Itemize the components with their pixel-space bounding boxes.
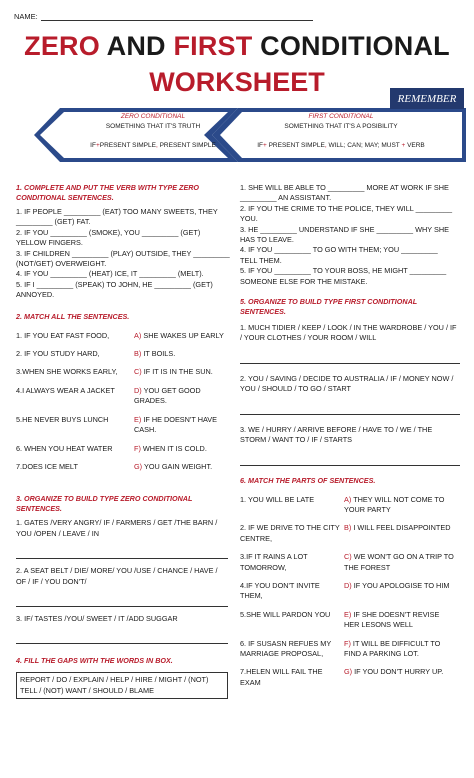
first-formula-part3: VERB — [405, 142, 425, 149]
section1-line: (NOT/GET) OVERWEIGHT. — [16, 259, 107, 269]
section6-right-text: IF SHE DOESN'T REVISE HER LESONS WELL — [344, 609, 440, 630]
zero-formula-plus: + — [95, 142, 100, 149]
section5-item: 2. YOU / SAVING / DECIDE TO AUSTRALIA / IF / MONEY NOW / YOU / SHOULD / TO GO / START — [240, 373, 454, 394]
section1-line: _________ (GET) FAT. — [16, 217, 91, 227]
section2-left: 2. IF YOU STUDY HARD, — [16, 349, 100, 359]
section6-right — [344, 610, 456, 631]
section6-left: 3.IF IT RAINS A LOT TOMORROW, — [240, 552, 308, 572]
section1-line: 4. IF YOU _________ (HEAT) ICE, IT _________ (MELT). — [16, 269, 204, 279]
section5-item: 1. MUCH TIDIER / KEEP / LOOK / IN THE WARDROBE / YOU / IF / YOUR CLOTHES / YOUR ROOM / WILL — [240, 323, 457, 343]
section6-right — [344, 552, 456, 573]
answer-line[interactable] — [240, 354, 460, 364]
section1-line: 2. IF YOU _________ (SMOKE), YOU _________ (GET) — [16, 227, 201, 237]
section3-item: 1. GATES /VERY ANGRY/ IF / FARMERS / GET /THE BARN / YOU /OPEN / LEAVE / IN — [16, 518, 218, 538]
section6-left: 1. YOU WILL BE LATE — [240, 494, 315, 504]
section2-right — [134, 415, 228, 436]
section6-right — [344, 581, 456, 602]
first-formula — [246, 141, 436, 151]
right-column — [240, 183, 460, 688]
section1-line: 3. IF CHILDREN _________ (PLAY) OUTSIDE, THEY _________ — [16, 248, 230, 258]
section4-lines — [240, 183, 460, 287]
section1-line: YELLOW FINGERS. — [16, 238, 83, 248]
section6-right-text: IF YOU DON'T HURRY UP. — [352, 667, 444, 677]
section1-lines — [16, 207, 228, 301]
section6-left: 2. IF WE DRIVE TO THE CITY CENTRE, — [240, 523, 340, 543]
section2-right — [134, 367, 228, 377]
section2-letter: A) — [134, 330, 142, 340]
first-formula-plus: + — [262, 142, 267, 149]
name-label: NAME: — [14, 12, 38, 21]
section4-line: _________ AN ASSISTANT. — [240, 193, 332, 203]
section2-match — [16, 331, 228, 473]
section6-right-text: I WILL FEEL DISAPPOINTED — [351, 523, 451, 533]
section1-line: ANNOYED. — [16, 290, 55, 300]
section2-left: 4.I ALWAYS WEAR A JACKET — [16, 385, 115, 395]
section2-right-text: WHEN IT IS COLD. — [140, 443, 207, 453]
answer-line[interactable] — [16, 549, 228, 559]
section5-heading: 5. ORGANIZE TO BUILD TYPE FIRST CONDITIONAL SENTENCES. — [240, 297, 418, 317]
section3-item: 2. A SEAT BELT / DIE/ MORE/ YOU /USE / CHANCE / HAVE / OF / IF / YOU DON'T/ — [16, 566, 218, 586]
section1-line: 1. IF PEOPLE _________ (EAT) TOO MANY SWEETS, THEY — [16, 207, 218, 216]
word-box: REPORT / DO / EXPLAIN / HELP / HIRE / MIGHT / (NOT) TELL / (NOT) WANT / SHOULD / BLAME — [16, 672, 228, 699]
section6-right — [344, 639, 456, 660]
first-formula-part2: WILL; CAN; MAY; MUST — [326, 142, 402, 149]
section2-letter: C) — [134, 367, 142, 377]
section6-right — [344, 495, 456, 516]
section1-line: 5. IF I _________ (SPEAK) TO JOHN, HE _________ (GET) — [16, 279, 213, 289]
section2-right — [134, 349, 228, 359]
section6-right-text: WE WON'T GO ON A TRIP TO THE FOREST — [344, 552, 454, 572]
section4-line: TELL THEM. — [240, 255, 282, 265]
remember-tag: REMEMBER — [390, 88, 464, 109]
name-field[interactable] — [14, 12, 313, 21]
zero-formula — [78, 141, 228, 151]
answer-line[interactable] — [240, 456, 460, 466]
section2-right-text: IF HE DOESN'T HAVE CASH. — [134, 414, 218, 435]
zero-conditional-box — [78, 112, 228, 151]
section2-left: 7.DOES ICE MELT — [16, 461, 78, 471]
title-zero: ZERO — [24, 31, 100, 61]
section2-letter: D) — [134, 385, 142, 395]
answer-line[interactable] — [16, 597, 228, 607]
section6-letter: G) — [344, 667, 353, 677]
section2-letter: G) — [134, 461, 143, 471]
zero-formula-part2: PRESENT SIMPLE — [157, 142, 216, 149]
answer-line[interactable] — [16, 634, 228, 644]
section4-line: 3. HE _________ UNDERSTAND IF SHE _________ WHY SHE — [240, 224, 450, 234]
section6-left: 6. IF SUSASN REFUES MY MARRIAGE PROPOSAL, — [240, 638, 332, 658]
section6-letter: C) — [344, 552, 352, 562]
zero-heading: ZERO CONDITIONAL — [120, 113, 186, 120]
title-conditional: CONDITIONAL — [252, 31, 450, 61]
section4-line: 1. SHE WILL BE ABLE TO _________ MORE AT WORK IF SHE — [240, 183, 449, 192]
section4-line: 4. IF YOU _________ TO GO WITH THEM; YOU _________ — [240, 245, 438, 255]
section2-right-text: IT BOILS. — [141, 349, 176, 359]
section2-right-text: IF IT IS IN THE SUN. — [141, 367, 213, 377]
section2-letter: B) — [134, 349, 142, 359]
section3-item: 3. IF/ TASTES /YOU/ SWEET / IT /ADD SUGGAR — [16, 613, 178, 623]
section2-left: 1. IF YOU EAT FAST FOOD, — [16, 330, 110, 340]
title-and: AND — [99, 31, 174, 61]
first-heading: FIRST CONDITIONAL — [308, 113, 374, 120]
section6-right-text: IT WILL BE DIFFICULT TO FIND A PARKING LOT. — [344, 638, 441, 658]
section2-letter: E) — [134, 414, 142, 424]
name-underline[interactable] — [41, 13, 313, 21]
section2-left: 5.HE NEVER BUYS LUNCH — [16, 414, 109, 424]
section6-right — [344, 523, 456, 544]
first-formula-plus2: + — [401, 142, 406, 149]
first-conditional-box — [246, 112, 436, 151]
section6-letter: B) — [344, 523, 352, 533]
section4-line: SOMEONE ELSE FOR THE MISTAKE. — [240, 276, 368, 286]
answer-line[interactable] — [240, 405, 460, 415]
section3-heading: 3. ORGANIZE TO BUILD TYPE ZERO CONDITIONAL SENTENCES. — [16, 494, 193, 514]
first-formula-part1: PRESENT SIMPLE — [266, 142, 325, 149]
zero-formula-if: IF — [90, 142, 96, 149]
section6-right — [344, 667, 456, 688]
section2-right-text: YOU GET GOOD GRADES. — [134, 385, 201, 406]
section2-left: 3.WHEN SHE WORKS EARLY, — [16, 367, 118, 377]
section6-match — [240, 495, 460, 689]
left-column — [16, 183, 228, 699]
section5-item: 3. WE / HURRY / ARRIVE BEFORE / HAVE TO / WE / THE STORM / WANT TO / IF / STARTS — [240, 424, 433, 445]
section6-letter: D) — [344, 580, 352, 590]
section6-left: 4.IF YOU DON'T INVITE THEM, — [240, 580, 320, 601]
section2-right — [134, 462, 228, 472]
section4-line: 2. IF YOU THE CRIME TO THE POLICE, THEY WILL _________ — [240, 203, 453, 213]
section2-right-text: SHE WAKES UP EARLY — [141, 330, 224, 340]
section2-heading: 2. MATCH ALL THE SENTENCES. — [16, 311, 130, 321]
section6-heading: 6. MATCH THE PARTS OF SENTENCES. — [240, 475, 376, 485]
zero-desc: SOMETHING THAT IT'S TRUTH — [105, 123, 201, 130]
page-subtitle: WORKSHEET — [149, 67, 325, 97]
first-formula-if: IF — [257, 142, 263, 149]
zero-formula-part1: PRESENT SIMPLE — [99, 142, 156, 149]
section4-line: HAS TO LEAVE. — [240, 235, 294, 245]
title-first: FIRST — [173, 31, 253, 61]
section6-left: 7.HELEN WILL FAIL THE EXAM — [240, 667, 323, 687]
section6-right-text: THEY WILL NOT COME TO YOUR PARTY — [344, 494, 445, 514]
first-formula-comma: , — [324, 142, 327, 149]
section4-line: 5. IF YOU _________ TO YOUR BOSS, HE MIGHT _________ — [240, 266, 447, 276]
section4-line: YOU. — [240, 214, 258, 224]
section6-letter: E) — [344, 609, 352, 619]
first-desc: SOMETHING THAT IT'S A POSIBILITY — [284, 123, 398, 130]
section2-letter: F) — [134, 443, 141, 453]
section2-left: 6. WHEN YOU HEAT WATER — [16, 443, 113, 453]
section4-heading: 4. FILL THE GAPS WITH THE WORDS IN BOX. — [16, 656, 173, 666]
page-title — [0, 30, 474, 62]
section2-right — [134, 386, 228, 407]
section2-right — [134, 331, 228, 341]
section2-right-text: YOU GAIN WEIGHT. — [142, 461, 213, 471]
section6-left: 5.SHE WILL PARDON YOU — [240, 609, 331, 619]
section6-right-text: IF YOU APOLOGISE TO HIM — [351, 580, 450, 590]
zero-formula-comma: , — [155, 142, 158, 149]
section2-right — [134, 444, 228, 454]
section6-letter: F) — [344, 638, 351, 648]
section1-heading: 1. COMPLETE AND PUT THE VERB WITH TYPE ZERO CONDITIONAL SENTENCES. — [16, 183, 200, 202]
section6-letter: A) — [344, 494, 352, 504]
